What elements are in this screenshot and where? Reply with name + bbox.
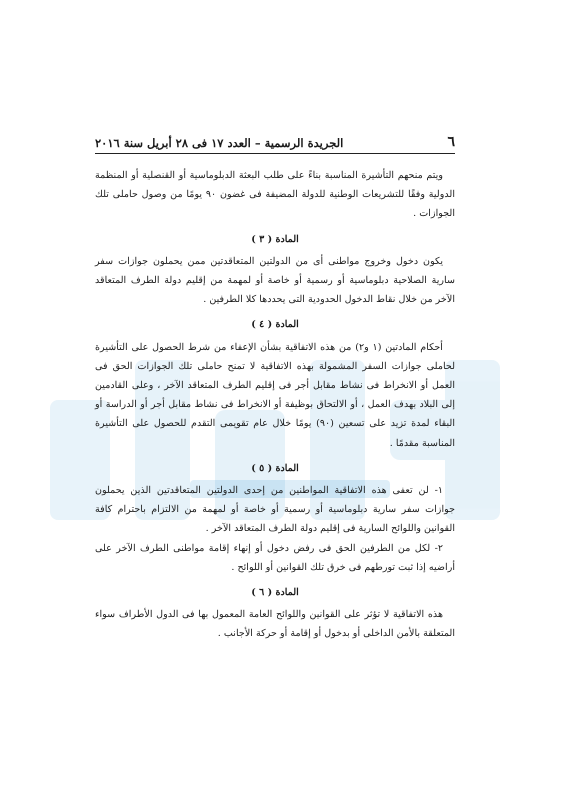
article-4-heading: المادة ( ٤ ) — [251, 319, 299, 331]
article-6-heading: المادة ( ٦ ) — [251, 587, 299, 599]
article-5-clause-2: ٢- لكل من الطرفين الحق فى رفض دخول أو إنهاء إقامة مواطنى الطرف الآخر على أراضيه إذا ثبت تورطهم فى خرق تلك القوانين أو اللوائح . — [95, 542, 455, 573]
article-6-text: هذه الاتفاقية لا تؤثر على القوانين واللوائح العامة المعمول بها فى الدول الأطراف سواء المتعلقة بالأمن الداخلى أو بدخول أو إقامة أو حركة الأجانب . — [95, 609, 455, 640]
document-body — [95, 166, 455, 644]
document-page — [95, 128, 455, 644]
article-4-text: أحكام المادتين (١ و٢) من هذه الاتفاقية بشأن الإعفاء من شرط الحصول على التأشيرة لحاملى جوازات السفر المشمولة بهذه الاتفاقية لا تمنح حاملى تلك الجوازات الحق فى العمل أو الانخراط فى نشاط مقابل أجر فى إقليم الطرف المتعاقد الآخر ، وعلى القادمين إلى البلاد بهدف العمل ، أو الالتحاق بوظيفة أو الانخراط فى نشاط مقابل أجر أو الدراسة أو البقاء لمدة تزيد على تسعين (٩٠) يومًا خلال عام تقويمى التقدم للحصول على التأشيرة المناسبة مقدمًا . — [95, 341, 456, 449]
page-number: ٦ — [447, 134, 455, 150]
article-3-text: يكون دخول وخروج مواطنى أى من الدولتين المتعاقدتين ممن يحملون جوازات سفر سارية الصلاحية دبلوماسية أو رسمية أو خاصة أو لمهمة من إقليم دولة الطرف المتعاقد الآخر من خلال نقاط الدخول الحدودية التى يحددها كلا الطرفين . — [95, 255, 455, 306]
article-5-heading: المادة ( ٥ ) — [251, 462, 299, 474]
page-header — [95, 128, 455, 154]
article-3-heading: المادة ( ٣ ) — [251, 233, 299, 245]
intro-paragraph: ويتم منحهم التأشيرة المناسبة بناءً على طلب البعثة الدبلوماسية أو القنصلية أو المنظمة الدولية وفقًا للتشريعات الوطنية للدولة المضيفة فى غضون ٩٠ يومًا من وصول حاملى تلك الجوازات . — [95, 170, 455, 220]
gazette-title: الجريدة الرسمية – العدد ١٧ فى ٢٨ أبريل سنة ٢٠١٦ — [95, 136, 344, 150]
article-5-clause-1: ١- لن تعفى هذه الاتفاقية المواطنين من إحدى الدولتين المتعاقدتين الذين يحملون جوازات سفر سارية دبلوماسية أو رسمية أو خاصة أو لمهمة من الالتزام باحترام كافة القوانين واللوائح السارية فى إقليم دولة الطرف المتعاقد الآخر . — [95, 485, 455, 535]
